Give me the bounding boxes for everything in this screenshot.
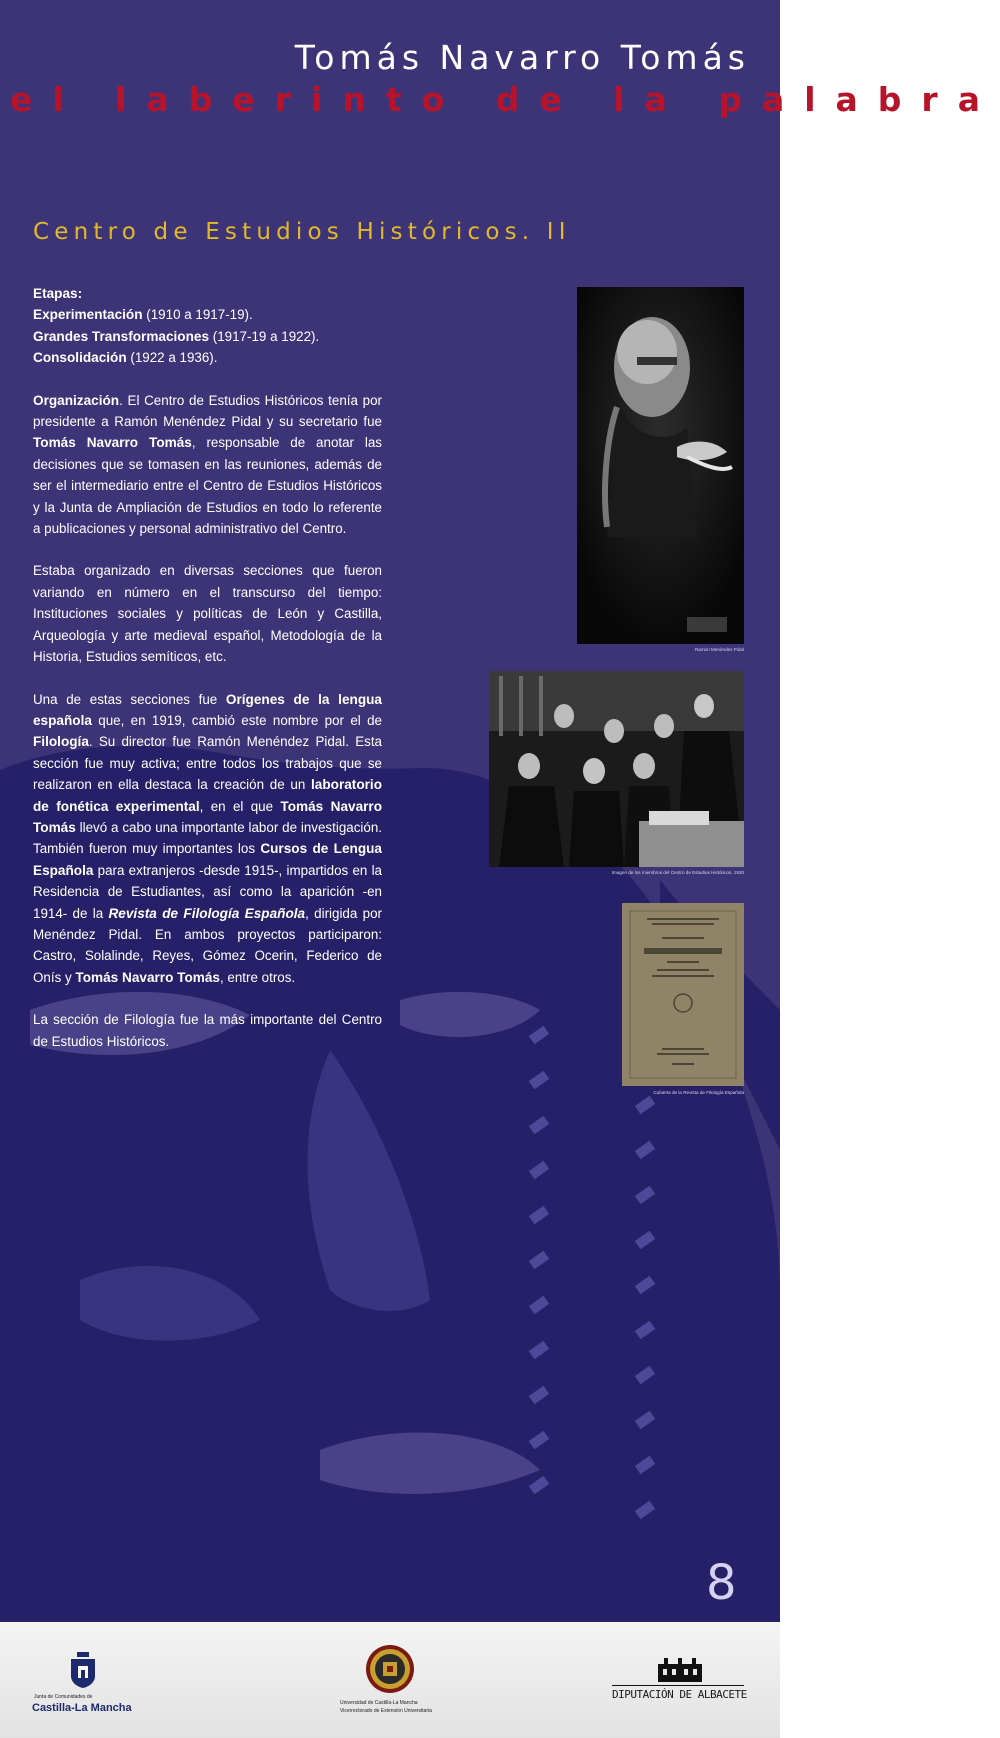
portrait-photo [577,287,744,644]
group-photo [489,671,744,867]
university-seal-logo [340,1644,440,1728]
p4-bold6: Revista de Filología Española [108,905,306,921]
org-text1: . El Centro de Estudios Históricos tenía por presidente a Ramón Menéndez Pidal y su secretario fue [33,392,382,430]
org-text2: , responsable de anotar las decisiones que se tomasen en las reuniones, además de ser el intermediario entre el Centro de Estudios Históricos y la Junta de Ampliación de Estudios en todo lo referente a publicaciones y personal administrativo del Centro. [33,435,383,537]
diputacion-albacete-logo [612,1658,752,1718]
group-photo-caption: Imagen de los miembros del Centro de Estudios Históricos, 1930 [611,870,744,875]
castilla-la-mancha-top: Junta de Comunidades de [34,1694,93,1700]
page-number: 8 [706,1555,737,1611]
org-name: Organización [33,392,120,408]
p4-text5: llevó a cabo una importante labor de investigación. También fueron muy importantes los [33,819,382,857]
p4-bold4: Tomás Navarro Tomás [33,798,383,835]
diputacion-albacete-label: DIPUTACIÓN DE ALBACETE [612,1688,747,1701]
body-text-column [33,283,382,1073]
p4-text7: , dirigida por Menéndez Pidal. En ambos proyectos participaron: Castro, Solalinde, Reyes, Gómez Ocerin, Federico de Onís y [33,905,382,985]
etapa1-dates: (1910 a 1917-19). [142,307,253,323]
etapa3-name: Consolidación [33,350,127,366]
p4-text1: Una de estas secciones fue [33,691,226,707]
university-seal-icon [365,1644,415,1694]
p4-bold3: laboratorio de fonética experimental [33,777,382,814]
poster-subtitle: el laberinto de la palabra [10,80,1000,119]
castilla-la-mancha-label: Castilla-La Mancha [32,1702,132,1714]
p4-bold2: Filología [33,734,89,750]
etapas-paragraph [33,283,382,369]
journal-cover-caption: Cubierta de la Revista de Filología Española [653,1090,744,1095]
etapa2-dates: (1917-19 a 1922). [209,328,320,344]
etapas-heading: Etapas: [33,286,83,301]
p4-bold1: Orígenes de la lengua española [33,691,382,728]
etapa1-name: Experimentación [33,307,143,323]
diputacion-divider [612,1685,744,1686]
section-title: Centro de Estudios Históricos. II [33,219,571,245]
palace-building-icon [658,1658,702,1682]
journal-cover-photo [622,903,744,1086]
etapa3-dates: (1922 a 1936). [126,350,218,366]
p4-text6: para extranjeros -desde 1915-, impartidos en la Residencia de Estudiantes, así como la aparición -en 1914- de la [33,862,382,921]
closing-paragraph: La sección de Filología fue la más importante del Centro de Estudios Históricos. [33,1012,382,1049]
university-seal-line1: Universidad de Castilla-La Mancha [340,1700,418,1706]
filologia-paragraph [33,689,382,989]
poster-title: Tomás Navarro Tomás [294,38,750,77]
p4-text4: , en el que [199,798,281,814]
portrait-caption: Ramón Menéndez Pidal [694,647,744,652]
university-seal-line2: Vicerrectorado de Extensión Universitaria [340,1708,432,1714]
org-person: Tomás Navarro Tomás [33,435,192,451]
castle-crest-icon [68,1652,98,1688]
p4-bold5: Cursos de Lengua Española [33,841,382,878]
organizacion-paragraph [33,390,382,540]
p4-bold7: Tomás Navarro Tomás [75,969,220,985]
p4-text8: , entre otros. [219,969,296,985]
sponsor-footer [0,1622,780,1738]
p4-text3: . Su director fue Ramón Menéndez Pidal. Esta sección fue muy activa; entre todos los trabajos que se realizaron en ella destaca la creación de un [33,734,382,793]
etapa2-name: Grandes Transformaciones [33,328,210,344]
castilla-la-mancha-logo [32,1652,132,1722]
secciones-paragraph: Estaba organizado en diversas secciones que fueron variando en número en el transcurso del tiempo: Instituciones sociales y políticas de León y Castilla, Arqueología y arte medieval español, Metodología de la Historia, Estudios semíticos, etc. [33,563,382,665]
p4-text2: que, en 1919, cambió este nombre por el de [91,712,382,728]
